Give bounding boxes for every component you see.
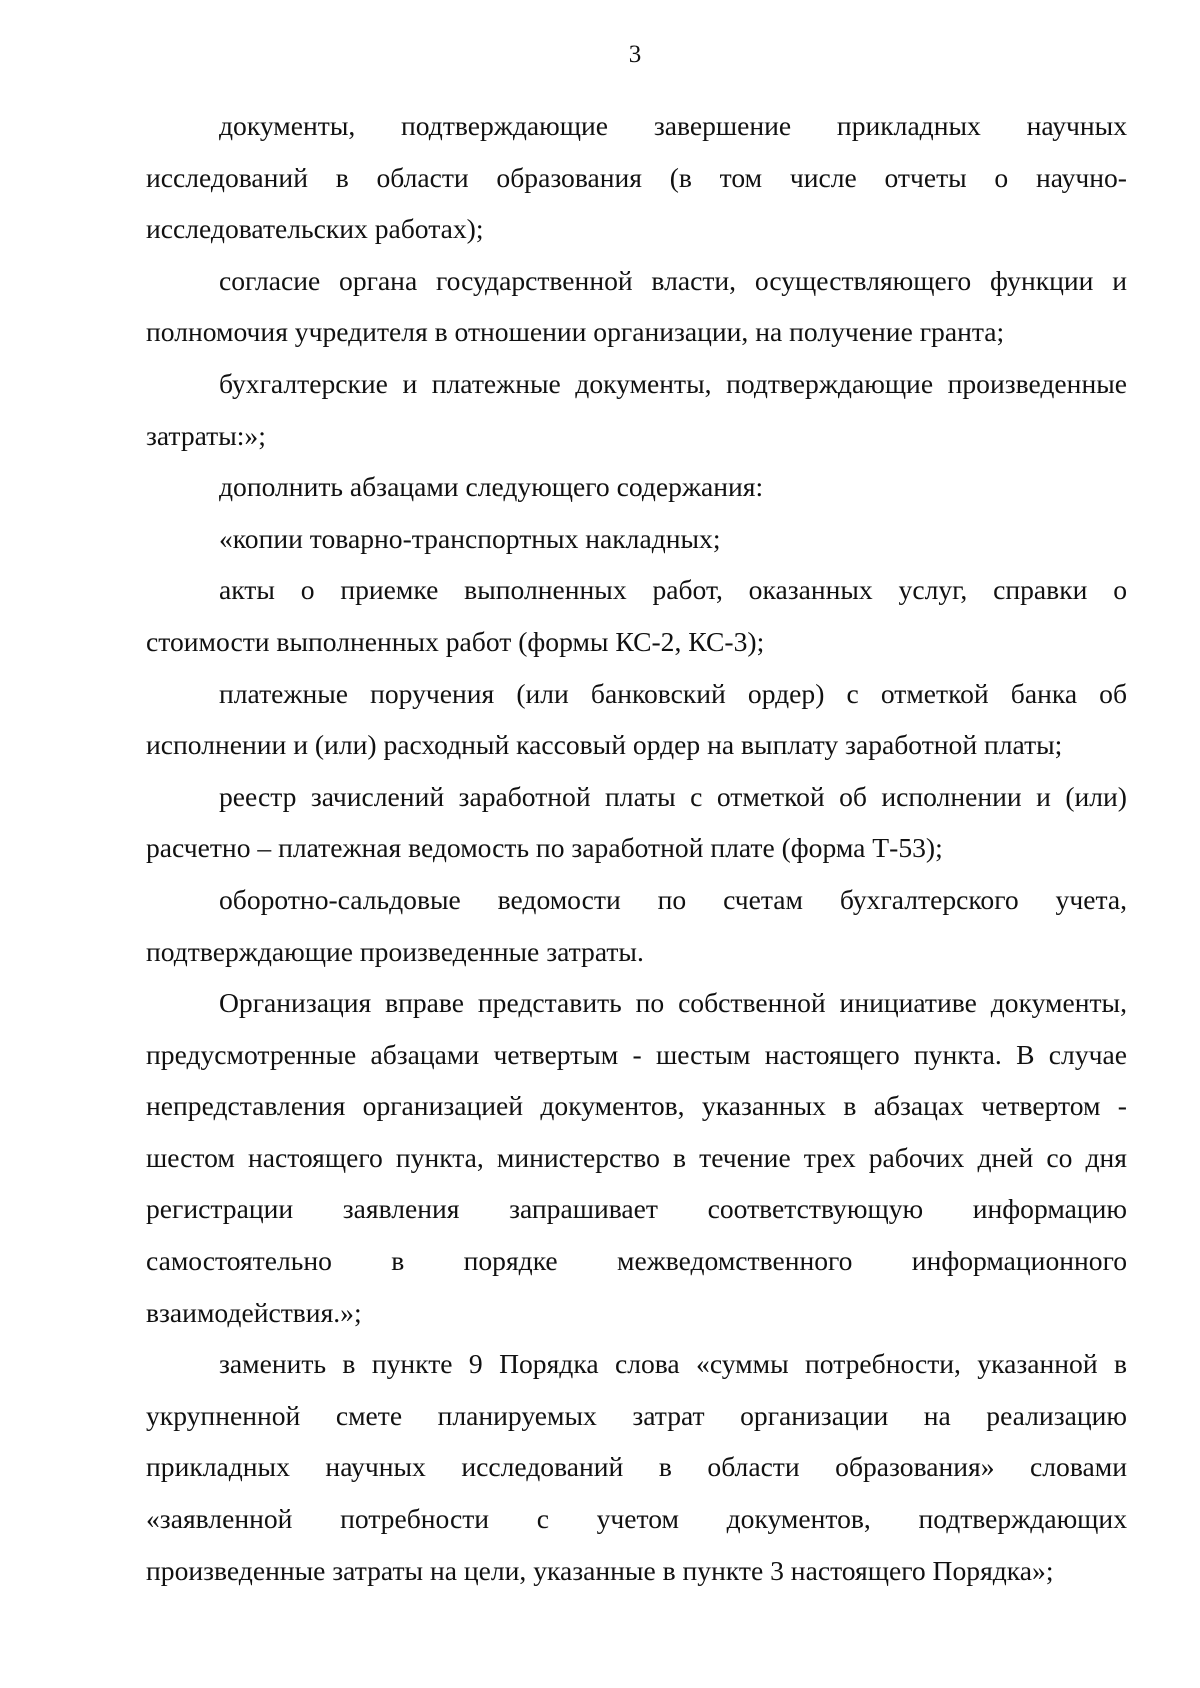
paragraph <box>146 771 1127 874</box>
paragraph-line: платежные поручения (или банковский ордер) с отметкой банка об <box>219 677 1127 709</box>
paragraph <box>146 513 1127 565</box>
paragraph-line: произведенные затраты на цели, указанные в пункте 3 настоящего Порядка»; <box>146 1554 1054 1586</box>
paragraph-line: предусмотренные абзацами четвертым - шестым настоящего пункта. В случае <box>146 1038 1127 1070</box>
paragraph-line: самостоятельно в порядке межведомственного информационного <box>146 1245 1127 1277</box>
paragraph-line: реестр зачислений заработной платы с отметкой об исполнении и (или) <box>219 780 1127 812</box>
page-number: 3 <box>628 41 642 68</box>
paragraph <box>146 668 1127 771</box>
document-body <box>146 100 1127 1596</box>
paragraph-line: «заявленной потребности с учетом документов, подтверждающих <box>146 1503 1127 1535</box>
paragraph <box>146 255 1127 358</box>
paragraph-line: расчетно – платежная ведомость по заработной плате (форма Т-53); <box>146 832 943 864</box>
paragraph <box>146 564 1127 667</box>
paragraph-line: исполнении и (или) расходный кассовый ордер на выплату заработной платы; <box>146 729 1063 761</box>
paragraph-line: Организация вправе представить по собственной инициативе документы, <box>219 987 1127 1019</box>
paragraph-line: исследований в области образования (в том числе отчеты о научно- <box>146 161 1127 193</box>
paragraph-line: оборотно-сальдовые ведомости по счетам бухгалтерского учета, <box>219 883 1127 915</box>
paragraph-line: дополнить абзацами следующего содержания: <box>219 471 764 503</box>
paragraph-line: прикладных научных исследований в области образования» словами <box>146 1451 1127 1483</box>
paragraph-line: «копии товарно-транспортных накладных; <box>219 522 721 554</box>
paragraph-line: непредставления организацией документов, указанных в абзацах четвертом - <box>146 1090 1127 1122</box>
paragraph-line: исследовательских работах); <box>146 213 484 245</box>
paragraph-line: подтверждающие произведенные затраты. <box>146 935 644 967</box>
paragraph-line: документы, подтверждающие завершение прикладных научных <box>219 110 1127 141</box>
paragraph-line: шестом настоящего пункта, министерство в течение трех рабочих дней со дня <box>146 1141 1127 1173</box>
paragraph-line: регистрации заявления запрашивает соответствующую информацию <box>146 1193 1127 1225</box>
paragraph <box>146 100 1127 255</box>
paragraph-line: бухгалтерские и платежные документы, подтверждающие произведенные <box>219 367 1127 399</box>
paragraph <box>146 1338 1127 1596</box>
paragraph-line: укрупненной смете планируемых затрат организации на реализацию <box>146 1399 1127 1431</box>
paragraph-line: затраты:»; <box>146 419 266 451</box>
paragraph-line: акты о приемке выполненных работ, оказанных услуг, справки о <box>219 574 1127 606</box>
paragraph <box>146 461 1127 513</box>
paragraph <box>146 874 1127 977</box>
paragraph-line: взаимодействия.»; <box>146 1296 362 1328</box>
paragraph <box>146 977 1127 1338</box>
paragraph-line: стоимости выполненных работ (формы КС-2, КС-3); <box>146 625 765 657</box>
paragraph-line: заменить в пункте 9 Порядка слова «суммы потребности, указанной в <box>219 1348 1127 1380</box>
paragraph-line: согласие органа государственной власти, осуществляющего функции и <box>219 264 1127 296</box>
paragraph-line: полномочия учредителя в отношении организации, на получение гранта; <box>146 316 1005 348</box>
paragraph <box>146 358 1127 461</box>
